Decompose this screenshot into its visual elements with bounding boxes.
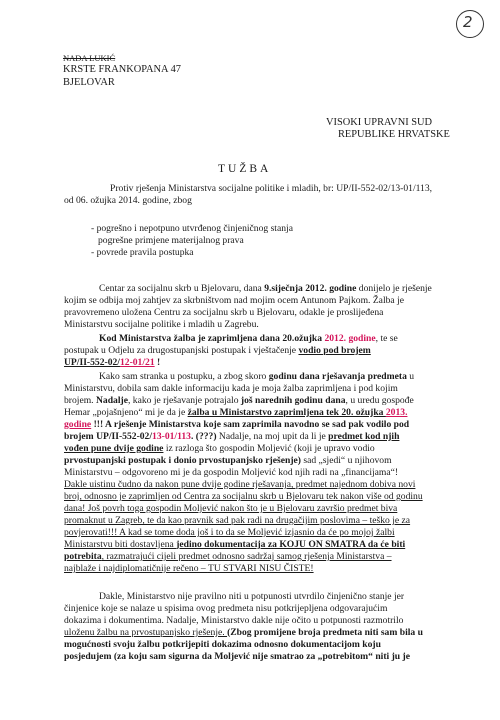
p3-t13: !!! A rješenje Ministarstva koje sam zaprimila navodno se sad pak vodilo pod — [91, 419, 410, 430]
p3-line-2: Ministarstvu, dobila sam dakle informaciju kada je moja žalba zaprimljena i pod kojim — [64, 383, 398, 394]
p3-t17: . (???) — [190, 431, 217, 442]
p3-t23: sad „sjedi“ u njihovom — [300, 455, 392, 466]
ground-1: - pogrešno i nepotpuno utvrđenog činjeničnog stanja — [91, 223, 293, 234]
p4-line-1: Dakle, Ministarstvo nije pravilno niti u potpunosti utvrdilo činjenično stanje jer — [99, 591, 405, 602]
p3-line-7 — [64, 443, 375, 455]
p3-t9: Hemar „pojašnjeno“ mi je da je — [64, 407, 188, 418]
p3-line-15 — [64, 539, 405, 551]
p3-line-9: Ministarstvu – odgovoreno mi je da gospodin Moljević kod njih radi na „financijama“! — [64, 467, 399, 478]
sender-city: BJELOVAR — [63, 77, 115, 88]
p1-text-b: donijelo je rješenje — [356, 283, 432, 294]
p4-t3: uloženu žalbu na prvostupanjsko rješenje. — [64, 627, 228, 638]
p2-text-a-end: , te se — [375, 333, 398, 344]
p3-t30: Ministarstvu biti dostavljena — [64, 539, 177, 550]
p3-line-17 — [64, 563, 314, 575]
p3-t4: brojem. — [64, 395, 96, 406]
p3-line-11: broj, odnosno je zaprimljen od Centra za socijalnu skrb u Bjelovaru tek nakon više od godinu — [64, 491, 423, 502]
intro-line-1: Protiv rješenja Ministarstva socijalne politike i mladih, br: UP/II-552-02/13-01/113, — [110, 183, 433, 194]
p3-line-3 — [64, 395, 414, 407]
p3-t1: godinu dana rješavanja predmeta — [268, 371, 407, 382]
recipient-line-2: REPUBLIKE HRVATSKE — [338, 129, 450, 140]
p4-line-5: mogućnosti svoju žalbu potkrijepiti dokazima odnosno dokumentacijom koju — [64, 639, 381, 650]
p3-t14: brojem — [64, 431, 97, 442]
p3-t11: 2013. — [385, 407, 408, 418]
intro-line-2: od 06. ožujka 2014. godine, zbog — [64, 195, 192, 206]
p2-text-a: Kod Ministarstva žalba je zaprimljena dana 20.ožujka — [99, 333, 325, 344]
p2-text-b: postupak u Odjelu za drugostupanjski postupak i vještačenje — [64, 345, 299, 356]
p2-underlined-a: vodio pod brojem — [298, 345, 371, 356]
p2-line-1 — [99, 333, 398, 345]
p2-year: 2012. godine — [324, 333, 376, 344]
p3-t5: Nadalje — [95, 395, 128, 406]
p3-line-6 — [64, 431, 399, 443]
p4-line-4 — [64, 627, 423, 639]
p1-line-1 — [99, 283, 432, 295]
p3-t20: vođen pune dvije godine — [64, 443, 164, 454]
p3-t10: žalba u Ministarstvo zaprimljena tek 20. ožujka — [187, 407, 386, 418]
p3-t31: jedino dokumentacija za KOJU ON SMATRA da će biti — [176, 539, 406, 550]
p4-t4: (Zbog promijene broja predmeta niti sam bila u — [227, 627, 423, 638]
p3-t32: potrebita — [64, 551, 102, 562]
p3-line-1 — [99, 371, 414, 383]
p3-t2: u — [406, 371, 415, 382]
p1-text-a: Centar za socijalnu skrb u Bjelovaru, dana — [99, 283, 265, 294]
p2-case-number-red: 12-01/21 — [119, 357, 155, 368]
p2-case-number: UP/II-552-02/ — [64, 357, 120, 368]
p3-t22: prvostupanjski postupak i donio prvostupanjsko rješenje) — [64, 455, 301, 466]
p4-line-6: posjedujem (za koju sam sigurna da Moljević nije smatrao za „potrebitom“ niti ju je — [64, 651, 410, 662]
document-title: TUŽBA — [218, 163, 272, 175]
p3-line-14: povjerovati!!! A kad se tome doda još i to da se Moljević izjasnio da će po mojoj žalbi — [64, 527, 395, 538]
p3-t19: predmet kod njih — [328, 431, 400, 442]
p3-line-8 — [64, 455, 392, 467]
p4-line-2: činjenice koje se nalaze u spisima ovog predmeta nisu potkrijepljena odgovarajućim — [64, 603, 388, 614]
p3-t18: Nadalje, na moj upit da li je — [216, 431, 329, 442]
p1-date: 9.siječnja 2012. godine — [264, 283, 357, 294]
p3-t21: iz razloga što gospodin Moljević (koji je upravo vodio — [163, 443, 375, 454]
p3-t8: , u uredu gospođe — [345, 395, 414, 406]
p3-t0: Kako sam stranka u postupku, a zbog skoro — [99, 371, 269, 382]
p2-exclamation: ! — [154, 357, 161, 368]
p3-t6: , kako je rješavanje potrajalo — [127, 395, 241, 406]
p3-t7: još narednih godinu dana — [240, 395, 346, 406]
p3-t16: 13-01/113 — [152, 431, 191, 442]
p3-line-13: promaknut u Zagreb, te da kao pravnik sad pak radi na drugačijim poslovima – teško je za — [64, 515, 411, 526]
p3-t12: godine — [64, 419, 92, 430]
p3-t34: najblaže i najdiplomatičnije rečeno – — [64, 563, 208, 574]
p3-t33: , razmatrajući cijeli predmet odnosno sadržaj samog rješenja Ministarstva – — [101, 551, 392, 562]
p1-line-3: pravovremeno uložena Centru za socijalnu skrb u Bjelovaru, odakle je proslijeđena — [64, 307, 384, 318]
sender-name: NADA LUKIĆ — [63, 53, 116, 63]
sender-street: KRSTE FRANKOPANA 47 — [63, 64, 181, 75]
p2-line-3 — [64, 357, 160, 369]
p1-line-4: Ministarstvu socijalne politike i mladih u Zagrebu. — [64, 319, 259, 330]
ground-3: - povrede pravila postupka — [91, 247, 194, 258]
p4-line-3: dokazima i dokumentima. Nadalje, Ministarstvo dakle nije očito u potpunosti razmotrilo — [64, 615, 404, 626]
p3-line-4 — [64, 407, 407, 419]
p3-line-16 — [64, 551, 392, 563]
p3-line-10: Dakle uistinu čudno da nakon pune dvije godine rješavanja, predmet najednom dobiva novi — [64, 479, 416, 490]
p3-line-12: dana! Još povrh toga gospodin Moljević nakon što je u Bjelovaru završio predmet biva — [64, 503, 398, 514]
ground-2: pogrešne primjene materijalnog prava — [98, 235, 244, 246]
p3-t15: UP/II-552-02/ — [96, 431, 153, 442]
p3-line-5 — [64, 419, 409, 431]
p1-line-2: kojim se odbija moj zahtjev za skrbništvom nad mojim ocem Antunom Pajkom. Žalba je — [64, 295, 404, 306]
p2-line-2 — [64, 345, 371, 357]
handwritten-page-number: 2 — [463, 13, 473, 31]
recipient-line-1: VISOKI UPRAVNI SUD — [326, 117, 433, 128]
p3-t35: TU STVARI NISU ČISTE! — [207, 563, 314, 574]
